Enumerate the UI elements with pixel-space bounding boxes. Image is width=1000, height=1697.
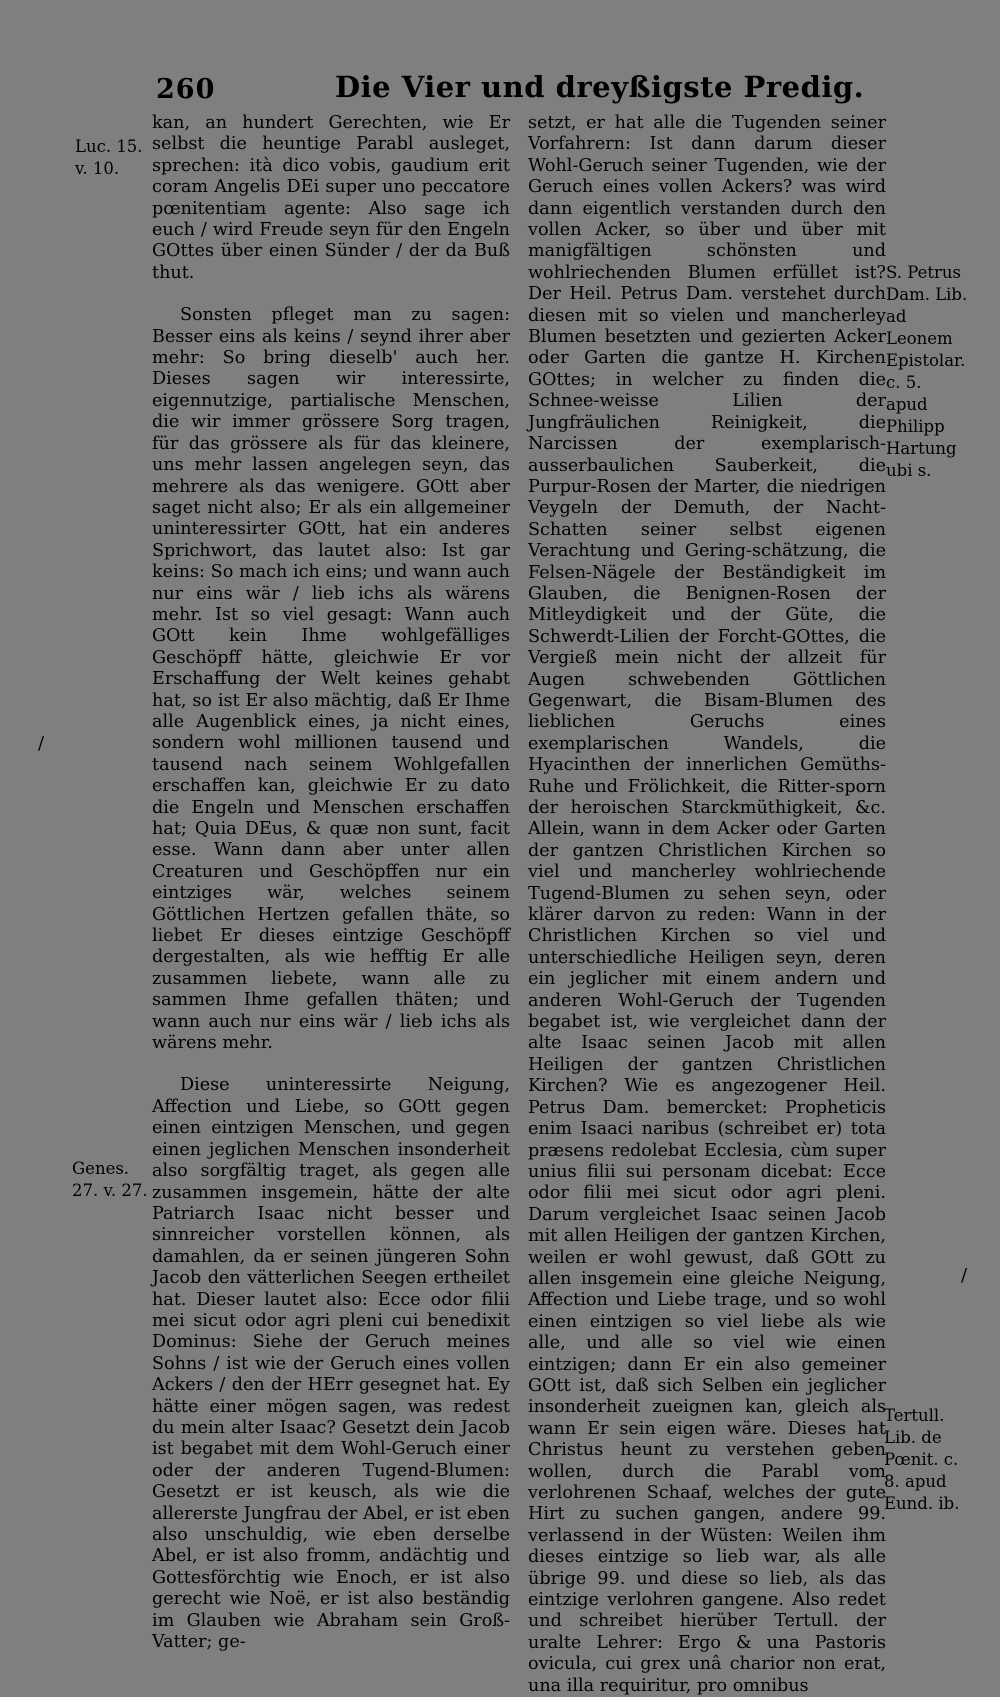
left-paragraph-3: Diese uninteressirte Neigung, Affection und Liebe, so GOtt gegen einen eintzigen Menschen, und gegen einen jeglichen Menschen insonderheit also sorgfältig traget, als gegen alle zusammen insgemein, hätte der alte Patriarch Isaac nicht besser und sinnreicher vorstellen können, als damahlen, da er seinen jüngeren Sohn Jacob den vätterlichen Seegen ertheilet hat. Dieser lautet also: Ecce odor filii mei sicut odor agri pleni cui benedixit Dominus: Siehe der Geruch meines Sohns / ist wie der Geruch eines vollen Ackers / den der HErr gesegnet hat. Ey hätte einer mögen sagen, was redest du mein alter Isaac? Gesetzt dein Jacob ist begabet mit dem Wohl-Geruch einer oder der anderen Tugend-Blumen: Gesetzt er ist keusch, als wie die allererste Jungfrau der Abel, er ist eben also unschuldig, wie eben derselbe Abel, er ist also fromm, andächtig und Gottesförchtig wie Enoch, er ist also gerecht wie Noë, er ist also beständig im Glauben wie Abraham sein Groß-Vatter; ge- (152, 1075, 510, 1653)
margin-note-genesis: Genes. 27. v. 27. (72, 1159, 148, 1200)
running-head: Die Vier und dreyßigste Predig. (335, 70, 865, 104)
left-paragraph-1: kan, an hundert Gerechten, wie Er selbst die heuntige Parabl ausleget, sprechen: ità dico vobis, gaudium erit coram Angelis DEi super uno peccatore pœnitentiam agente: Also sage ich euch / wird Freude seyn für den Engeln GOttes über einen Sünder / der da Buß thut. (152, 113, 510, 283)
right-paragraph-1: setzt, er hat alle die Tugenden seiner Vorfahrern: Ist dann darum dieser Wohl-Geruch seiner Tugenden, wie der Geruch eines vollen Ackers? was wird dann eigentlich verstanden durch den vollen Acker, so über und über mit manigfältigen schönsten und wohlriechenden Blumen erfüllet ist? Der Heil. Petrus Dam. verstehet durch diesen mit so vielen und mancherley Blumen besetzten und gezierten Acker oder Garten die gantze H. Kirchen GOttes; in welcher zu finden die Schnee-weisse Lilien der Jungfräulichen Reinigkeit, die Narcissen der exemplarisch-ausserbaulichen Sauberkeit, die Purpur-Rosen der Marter, die niedrigen Veygeln der Demuth, der Nacht-Schatten seiner selbst eigenen Verachtung und Gering-schätzung, die Felsen-Nägele der Beständigkeit im Glauben, die Benignen-Rosen der Mitleydigkeit und der Güte, die Schwerdt-Lilien der Forcht-GOttes, die Vergieß mein nicht der allzeit für Augen schwebenden Göttlichen Gegenwart, die Bisam-Blumen des lieblichen Geruchs eines exemplarischen Wandels, die Hyacinthen der innerlichen Gemüths-Ruhe und Frölichkeit, die Ritter-sporn der heroischen Starckmüthigkeit, &c. Allein, wann in dem Acker oder Garten der gantzen Christlichen Kirchen so viel und mancherley wohlriechende Tugend-Blumen zu sehen seyn, oder klärer darvon zu reden: Wann in der Christlichen Kirchen so viel und unterschiedliche Heiligen seyn, deren ein jeglicher mit einem andern und anderen Wohl-Geruch der Tugenden begabet ist, wie vergleichet dann der alte Isaac seinen Jacob mit allen Heiligen der gantzen Christlichen Kirchen? Wie es angezogener Heil. Petrus Dam. bemercket: Propheticis enim Isaaci naribus (schreibet er) tota præsens redolebat Ecclesia, cùm super unius filii sui personam dicebat: Ecce odor filii mei sicut odor agri pleni. Darum vergleichet Isaac seinen Jacob mit allen Heiligen der gantzen Kirchen, weilen er wohl gewust, daß GOtt zu allen insgemein eine gleiche Neigung, Affection und Liebe trage, und so wohl einen eintzigen so viel liebe als wie alle, und alle so viel wie einen eintzigen; dann Er ein also gemeiner GOtt ist, daß sich Selben ein jeglicher insonderheit zueignen kan, gleich als wann Er sein eigen wäre. Dieses hat Christus heunt zu verstehen geben wollen, durch die Parabl vom verlohrenen Schaaf, welches der gute Hirt zu suchen gangen, andere 99. verlassend in der Wüsten: Weilen ihm dieses eintzige so lieb war, als alle übrige 99. und diese so lieb, als das eintzige verlohren gangene. Also redet und schreibet hierüber Tertull. der uralte Lehrer: Ergo & una Pastoris ovicula, cui grex unâ charior non erat, una illa requiritur, pro omnibus (528, 113, 886, 1696)
right-column (528, 113, 886, 1697)
stray-mark-left: / (38, 733, 45, 754)
margin-note-petrus: S. Petrus Dam. Lib. ad Leonem Epistolar. c. 5. apud Philipp Hartung ubi s. (886, 263, 968, 480)
left-paragraph-2: Sonsten pfleget man zu sagen: Besser eins als keins / seynd ihrer aber mehr: So bring dieselb' auch her. Dieses sagen wir interessirte, eigennutzige, partialische Menschen, die wir immer grössere Sorg tragen, für das grössere als für das kleinere, uns mehr lassen angelegen seyn, das mehrere als das wenigere. GOtt aber saget nicht also; Er als ein allgemeiner uninteressirter GOtt, hat ein anderes Sprichwort, das lautet also: Ist gar keins: So mach ich eins; und wann auch nur eins wär / lieb ichs als wärens mehr. Ist so viel gesagt: Wann auch GOtt kein Ihme wohlgefälliges Geschöpff hätte, gleichwie Er vor Erschaffung der Welt keines gehabt hat, so ist Er also mächtig, daß Er Ihme alle Augenblick eines, ja nicht eines, sondern wohl millionen tausend und tausend nach seinem Wohlgefallen erschaffen kan, gleichwie Er zu dato die Engeln und Menschen erschaffen hat; Quia DEus, & quæ non sunt, facit esse. Wann dann aber unter allen Creaturen und Geschöpffen nur ein eintziges wär, welches seinem Göttlichen Hertzen gefallen thäte, so liebet Er dieses eintzige Geschöpff dergestalten, als wie hefftig Er alle zusammen liebete, wann alle zu sammen Ihme gefallen thäten; und wann auch nur eins wär / lieb ichs als wärens mehr. (152, 305, 510, 1054)
stray-mark-right: / (961, 1265, 968, 1286)
page-number: 260 (156, 74, 216, 105)
margin-note-luke: Luc. 15. v. 10. (75, 137, 143, 178)
margin-note-tertullian: Tertull. Lib. de Pœnit. c. 8. apud Eund. ib. (884, 1406, 960, 1513)
left-column (152, 113, 510, 1653)
